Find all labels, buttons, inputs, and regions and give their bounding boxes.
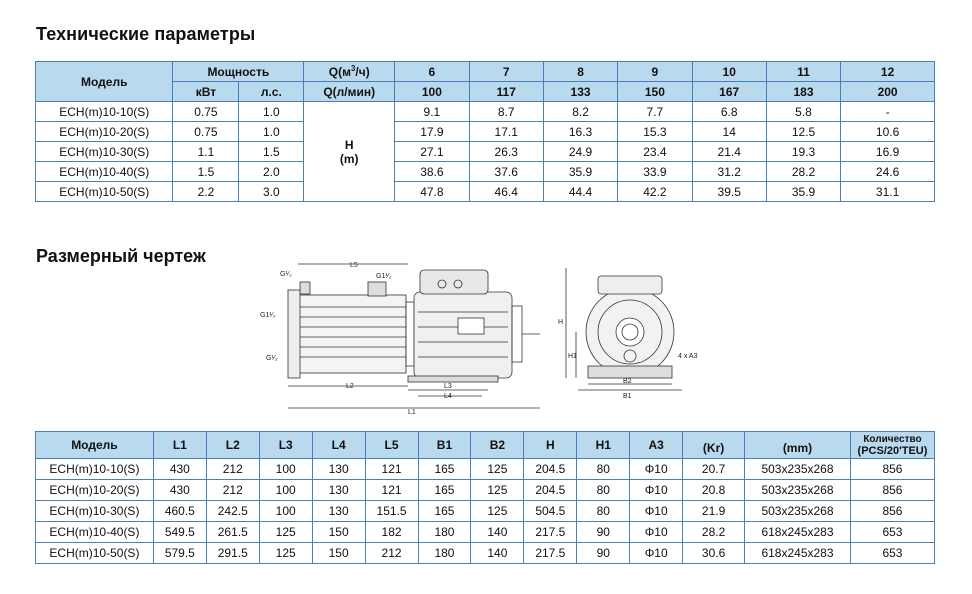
value-cell: 430: [153, 480, 206, 501]
dim-l4-label: L4: [444, 393, 452, 400]
head-label: H: [344, 137, 354, 152]
kw-cell: 0.75: [173, 102, 239, 122]
head-value-cell: 31.1: [841, 182, 935, 202]
head-value-cell: 37.6: [469, 162, 543, 182]
kw-cell: 1.5: [173, 162, 239, 182]
head-value-cell: 31.2: [692, 162, 766, 182]
column-header: B2: [471, 432, 524, 459]
value-cell: 130: [312, 459, 365, 480]
model-cell: ECH(m)10-50(S): [36, 182, 173, 202]
head-value-cell: 39.5: [692, 182, 766, 202]
g1-half-label-side: G1¹⁄₂: [260, 312, 276, 319]
value-cell: 180: [418, 522, 471, 543]
head-value-cell: 19.3: [766, 142, 840, 162]
header-hp: л.с.: [239, 82, 304, 102]
value-cell: 217.5: [524, 543, 577, 564]
value-cell: 204.5: [524, 480, 577, 501]
value-cell: 125: [471, 459, 524, 480]
value-cell: 28.2: [683, 522, 745, 543]
dim-l1-label: L1: [408, 409, 416, 416]
header-kw: кВт: [173, 82, 239, 102]
value-cell: 618x245x283: [745, 543, 851, 564]
dim-l5-label: L5: [350, 262, 358, 269]
table-row: [36, 459, 935, 480]
value-cell: 653: [850, 522, 934, 543]
value-cell: 90: [577, 522, 630, 543]
pump-front-view: [558, 268, 698, 400]
head-value-cell: 27.1: [395, 142, 469, 162]
header-quantity: [850, 432, 934, 459]
value-cell: 125: [259, 543, 312, 564]
value-cell: Φ10: [630, 522, 683, 543]
value-cell: 503x235x268: [745, 459, 851, 480]
head-value-cell: 14: [692, 122, 766, 142]
head-value-cell: 47.8: [395, 182, 469, 202]
column-header: (mm): [745, 432, 851, 459]
tech-params-table: [35, 61, 935, 202]
value-cell: 80: [577, 480, 630, 501]
value-cell: 503x235x268: [745, 480, 851, 501]
dim-b1-label: B1: [623, 393, 632, 400]
value-cell: 242.5: [206, 501, 259, 522]
head-value-cell: 17.1: [469, 122, 543, 142]
value-cell: 20.8: [683, 480, 745, 501]
value-cell: 503x235x268: [745, 501, 851, 522]
value-cell: 90: [577, 543, 630, 564]
column-header: Модель: [36, 432, 154, 459]
q-m3h-cell: 11: [766, 62, 840, 82]
head-value-cell: 24.9: [543, 142, 617, 162]
value-cell: 100: [259, 480, 312, 501]
model-cell: ECH(m)10-20(S): [36, 480, 154, 501]
model-cell: ECH(m)10-10(S): [36, 459, 154, 480]
value-cell: 80: [577, 501, 630, 522]
head-value-cell: 46.4: [469, 182, 543, 202]
value-cell: 212: [206, 459, 259, 480]
head-value-cell: 15.3: [618, 122, 692, 142]
hp-cell: 1.5: [239, 142, 304, 162]
value-cell: 30.6: [683, 543, 745, 564]
value-cell: 217.5: [524, 522, 577, 543]
q-m3h-cell: 10: [692, 62, 766, 82]
head-label-cell: [304, 102, 395, 202]
kw-cell: 0.75: [173, 122, 239, 142]
q-lmin-cell: 150: [618, 82, 692, 102]
model-cell: ECH(m)10-30(S): [36, 142, 173, 162]
value-cell: 80: [577, 459, 630, 480]
value-cell: 21.9: [683, 501, 745, 522]
value-cell: 121: [365, 480, 418, 501]
value-cell: 130: [312, 501, 365, 522]
value-cell: 504.5: [524, 501, 577, 522]
table-row: [36, 543, 935, 564]
table-row: [36, 501, 935, 522]
model-cell: ECH(m)10-20(S): [36, 122, 173, 142]
model-cell: ECH(m)10-30(S): [36, 501, 154, 522]
head-value-cell: 10.6: [841, 122, 935, 142]
pump-side-view: [260, 262, 540, 416]
model-cell: ECH(m)10-50(S): [36, 543, 154, 564]
head-value-cell: 21.4: [692, 142, 766, 162]
value-cell: 856: [850, 459, 934, 480]
head-value-cell: 16.3: [543, 122, 617, 142]
dim-l2-label: L2: [346, 383, 354, 390]
table-row: [36, 480, 935, 501]
table-row: [36, 162, 935, 182]
head-value-cell: 16.9: [841, 142, 935, 162]
head-value-cell: 42.2: [618, 182, 692, 202]
value-cell: 653: [850, 543, 934, 564]
value-cell: 165: [418, 480, 471, 501]
dim-h1-label: H1: [568, 353, 577, 360]
head-value-cell: 17.9: [395, 122, 469, 142]
value-cell: 182: [365, 522, 418, 543]
q-lmin-cell: 117: [469, 82, 543, 102]
value-cell: 261.5: [206, 522, 259, 543]
value-cell: 151.5: [365, 501, 418, 522]
kw-cell: 1.1: [173, 142, 239, 162]
head-value-cell: 6.8: [692, 102, 766, 122]
value-cell: 20.7: [683, 459, 745, 480]
dim-b2-label: B2: [623, 378, 632, 385]
section-title-dimension-drawing: Размерный чертеж: [36, 246, 206, 266]
header-model: Модель: [36, 62, 173, 102]
dim-a3-label: 4 x A3: [678, 353, 698, 360]
value-cell: 579.5: [153, 543, 206, 564]
dim-l3-label: L3: [444, 383, 452, 390]
table-row: [36, 182, 935, 202]
table-row: [36, 142, 935, 162]
value-cell: 856: [850, 480, 934, 501]
g1-half-label-top: G1¹⁄₂: [376, 273, 392, 280]
head-value-cell: 24.6: [841, 162, 935, 182]
value-cell: 125: [259, 522, 312, 543]
q-lmin-cell: 183: [766, 82, 840, 102]
value-cell: 165: [418, 459, 471, 480]
column-header: H1: [577, 432, 630, 459]
column-header: L5: [365, 432, 418, 459]
column-header: (Kr): [683, 432, 745, 459]
value-cell: Φ10: [630, 501, 683, 522]
value-cell: 100: [259, 501, 312, 522]
head-value-cell: 28.2: [766, 162, 840, 182]
g-half-label-bottom: G¹⁄₂: [266, 355, 278, 362]
value-cell: 150: [312, 543, 365, 564]
value-cell: 618x245x283: [745, 522, 851, 543]
head-value-cell: 26.3: [469, 142, 543, 162]
head-value-cell: 35.9: [543, 162, 617, 182]
head-value-cell: 33.9: [618, 162, 692, 182]
hp-cell: 1.0: [239, 102, 304, 122]
value-cell: 460.5: [153, 501, 206, 522]
header-quantity-line1: Количество: [863, 433, 922, 445]
head-value-cell: 8.2: [543, 102, 617, 122]
table-row: [36, 102, 935, 122]
hp-cell: 1.0: [239, 122, 304, 142]
q-m3h-cell: 7: [469, 62, 543, 82]
header-power: Мощность: [173, 62, 304, 82]
column-header: L1: [153, 432, 206, 459]
value-cell: 212: [206, 480, 259, 501]
header-q-lmin: Q(л/мин): [304, 82, 395, 102]
q-lmin-cell: 100: [395, 82, 469, 102]
pump-dimension-drawing: [258, 262, 698, 422]
value-cell: 140: [471, 543, 524, 564]
q-lmin-cell: 200: [841, 82, 935, 102]
table-row: [36, 522, 935, 543]
head-value-cell: 35.9: [766, 182, 840, 202]
head-value-cell: 9.1: [395, 102, 469, 122]
value-cell: 549.5: [153, 522, 206, 543]
dimensions-table: [35, 431, 935, 564]
value-cell: Φ10: [630, 480, 683, 501]
model-cell: ECH(m)10-40(S): [36, 162, 173, 182]
value-cell: Φ10: [630, 543, 683, 564]
g-half-label-top: G¹⁄₂: [280, 271, 292, 278]
value-cell: 125: [471, 480, 524, 501]
value-cell: 130: [312, 480, 365, 501]
model-cell: ECH(m)10-10(S): [36, 102, 173, 122]
q-m3h-cell: 8: [543, 62, 617, 82]
value-cell: 140: [471, 522, 524, 543]
value-cell: 121: [365, 459, 418, 480]
head-value-cell: 44.4: [543, 182, 617, 202]
value-cell: 204.5: [524, 459, 577, 480]
value-cell: 291.5: [206, 543, 259, 564]
header-quantity-line2: (PCS/20'TEU): [857, 444, 928, 457]
column-header: L3: [259, 432, 312, 459]
dim-h-label: H: [558, 319, 564, 326]
value-cell: 430: [153, 459, 206, 480]
q-m3h-cell: 6: [395, 62, 469, 82]
value-cell: 100: [259, 459, 312, 480]
column-header: B1: [418, 432, 471, 459]
value-cell: 856: [850, 501, 934, 522]
kw-cell: 2.2: [173, 182, 239, 202]
head-value-cell: 8.7: [469, 102, 543, 122]
value-cell: 180: [418, 543, 471, 564]
table-row: [36, 122, 935, 142]
head-unit: (m): [339, 151, 359, 166]
q-m3h-cell: 9: [618, 62, 692, 82]
q-m3h-cell: 12: [841, 62, 935, 82]
hp-cell: 3.0: [239, 182, 304, 202]
head-value-cell: 5.8: [766, 102, 840, 122]
head-value-cell: -: [841, 102, 935, 122]
column-header: H: [524, 432, 577, 459]
hp-cell: 2.0: [239, 162, 304, 182]
value-cell: 125: [471, 501, 524, 522]
column-header: L2: [206, 432, 259, 459]
q-lmin-cell: 167: [692, 82, 766, 102]
head-value-cell: 7.7: [618, 102, 692, 122]
section-title-tech-params: Технические параметры: [36, 24, 256, 44]
column-header: A3: [630, 432, 683, 459]
model-cell: ECH(m)10-40(S): [36, 522, 154, 543]
head-value-cell: 12.5: [766, 122, 840, 142]
q-lmin-cell: 133: [543, 82, 617, 102]
value-cell: 165: [418, 501, 471, 522]
value-cell: 150: [312, 522, 365, 543]
column-header: L4: [312, 432, 365, 459]
head-value-cell: 38.6: [395, 162, 469, 182]
header-q-m3h: $Q(м^3/ч)$: [304, 62, 395, 82]
head-value-cell: 23.4: [618, 142, 692, 162]
value-cell: Φ10: [630, 459, 683, 480]
value-cell: 212: [365, 543, 418, 564]
